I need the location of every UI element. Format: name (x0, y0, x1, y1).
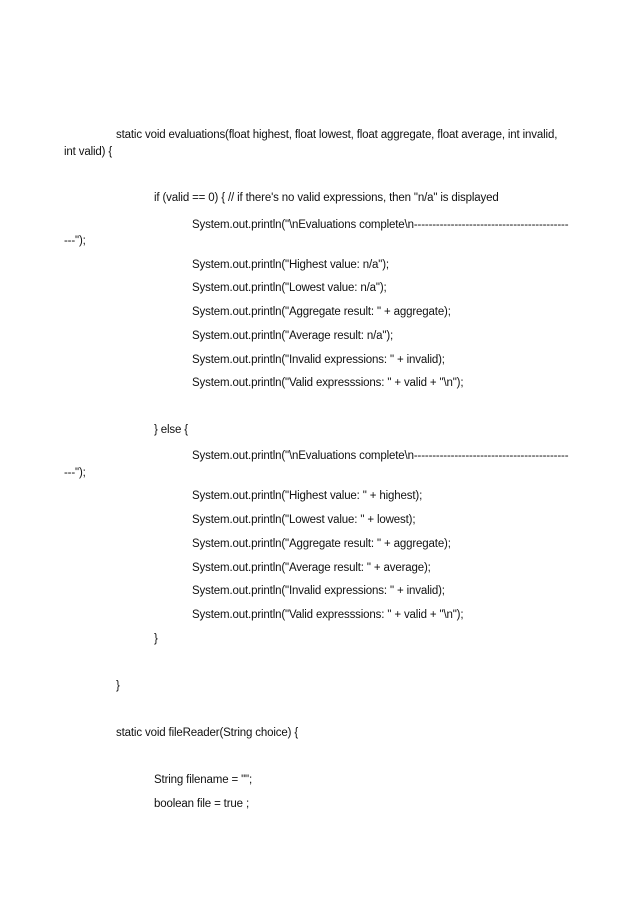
code-line: static void evaluations(float highest, float lowest, float aggregate, float average, int invalid, (116, 129, 558, 141)
code-line: System.out.println("Average result: n/a"); (192, 330, 394, 342)
code-line: ---"); (64, 235, 86, 247)
code-line: boolean file = true ; (154, 798, 249, 810)
code-line: System.out.println("Highest value: " + highest); (192, 490, 423, 502)
code-line: } (116, 680, 120, 692)
code-line: System.out.println("Valid expresssions: " + valid + "\n"); (192, 377, 464, 389)
code-line: } (154, 633, 158, 645)
code-line: System.out.println("Highest value: n/a"); (192, 259, 389, 271)
code-line: System.out.println("Lowest value: n/a"); (192, 282, 387, 294)
code-line: static void fileReader(String choice) { (116, 727, 299, 739)
code-line: String filename = ""; (154, 774, 253, 786)
code-line: ---"); (64, 467, 86, 479)
code-line: if (valid == 0) { // if there's no valid expressions, then "n/a" is displayed (154, 192, 499, 204)
code-line: int valid) { (64, 146, 113, 158)
code-line: System.out.println("\nEvaluations complete\n------------------------------------------ (192, 219, 569, 231)
code-line: System.out.println("Invalid expressions: " + invalid); (192, 354, 445, 366)
code-line: System.out.println("\nEvaluations complete\n------------------------------------------ (192, 450, 569, 462)
code-line: System.out.println("Invalid expressions: " + invalid); (192, 585, 445, 597)
code-line: System.out.println("Lowest value: " + lowest); (192, 514, 416, 526)
code-line: System.out.println("Aggregate result: " + aggregate); (192, 538, 451, 550)
code-line: System.out.println("Aggregate result: " + aggregate); (192, 306, 451, 318)
code-line: System.out.println("Valid expresssions: " + valid + "\n"); (192, 609, 464, 621)
code-line: } else { (154, 424, 188, 436)
code-line: System.out.println("Average result: " + average); (192, 562, 431, 574)
